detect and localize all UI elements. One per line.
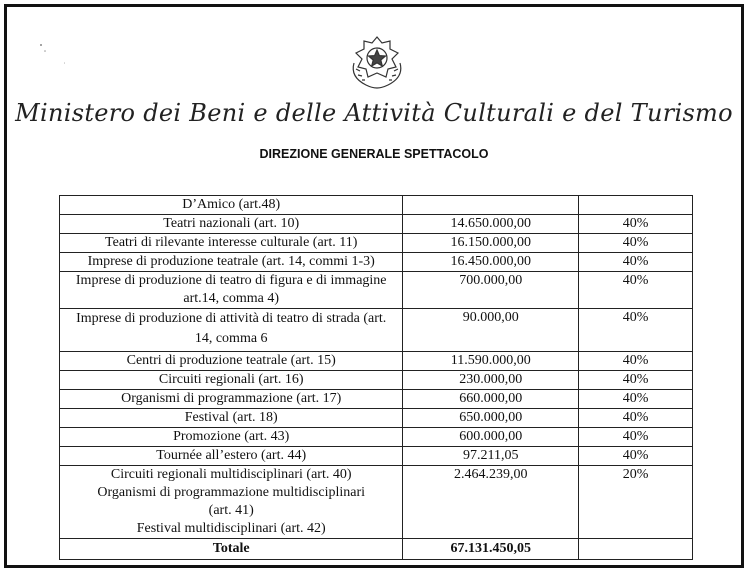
table-row-total [60, 539, 693, 560]
row-amount: 230.000,00 [403, 371, 579, 390]
row-label: Centri di produzione teatrale (art. 15) [60, 352, 403, 371]
table-row [60, 447, 693, 466]
row-percent: 40% [579, 234, 693, 253]
row-percent: 20% [579, 466, 693, 539]
table-row [60, 409, 693, 428]
row-amount: 11.590.000,00 [403, 352, 579, 371]
row-amount: 700.000,00 [403, 272, 579, 309]
row-amount: 90.000,00 [403, 309, 579, 352]
row-label: Imprese di produzione teatrale (art. 14, commi 1-3) [60, 253, 403, 272]
multi-line: (art. 41) [208, 503, 254, 518]
row-amount: 16.450.000,00 [403, 253, 579, 272]
row-percent: 40% [579, 272, 693, 309]
row-amount: 660.000,00 [403, 390, 579, 409]
row-percent: 40% [579, 309, 693, 352]
direction-title: DIREZIONE GENERALE SPETTACOLO [259, 147, 489, 161]
total-amount: 67.131.450,05 [403, 539, 579, 560]
row-amount: 97.211,05 [403, 447, 579, 466]
row-label: Circuiti regionali (art. 16) [60, 371, 403, 390]
row-percent: 40% [579, 447, 693, 466]
table-row [60, 272, 693, 309]
table-row [60, 352, 693, 371]
row-amount: 650.000,00 [403, 409, 579, 428]
table-row [60, 390, 693, 409]
row-label: Tournée all’estero (art. 44) [60, 447, 403, 466]
table-row [60, 196, 693, 215]
table-row [60, 371, 693, 390]
row-amount: 14.650.000,00 [403, 215, 579, 234]
row-label: D’Amico (art.48) [60, 196, 403, 215]
multi-line: Festival multidisciplinari (art. 42) [136, 521, 326, 536]
document-page [4, 4, 744, 568]
multi-labels [60, 466, 403, 539]
row-percent [579, 196, 693, 215]
total-percent [579, 539, 693, 560]
table-row [60, 428, 693, 447]
row-percent: 40% [579, 428, 693, 447]
row-label: Teatri di rilevante interesse culturale (art. 11) [60, 234, 403, 253]
row-label: Imprese di produzione di teatro di figura e di immagine art.14, comma 4) [60, 272, 403, 309]
row-percent: 40% [579, 253, 693, 272]
table-row [60, 215, 693, 234]
row-label: Teatri nazionali (art. 10) [60, 215, 403, 234]
multi-line: Organismi di programmazione multidisciplinari [97, 485, 366, 500]
row-amount: 600.000,00 [403, 428, 579, 447]
total-label: Totale [60, 539, 403, 560]
table-row-multidisciplinary [60, 466, 693, 539]
row-label: Promozione (art. 43) [60, 428, 403, 447]
budget-table [59, 195, 693, 560]
row-percent: 40% [579, 352, 693, 371]
table-row [60, 234, 693, 253]
row-percent: 40% [579, 371, 693, 390]
row-amount: 2.464.239,00 [403, 466, 579, 539]
row-label: Festival (art. 18) [60, 409, 403, 428]
italian-republic-emblem-icon [346, 33, 408, 91]
row-amount: 16.150.000,00 [403, 234, 579, 253]
scan-specks [35, 37, 65, 67]
row-label: Organismi di programmazione (art. 17) [60, 390, 403, 409]
ministry-name: Ministero dei Beni e delle Attività Culturali e del Turismo [15, 99, 733, 127]
row-percent: 40% [579, 409, 693, 428]
row-percent: 40% [579, 215, 693, 234]
row-percent: 40% [579, 390, 693, 409]
table-row [60, 253, 693, 272]
row-amount [403, 196, 579, 215]
table-row [60, 309, 693, 352]
row-label: Imprese di produzione di attività di teatro di strada (art. 14, comma 6 [60, 309, 403, 352]
multi-line: Circuiti regionali multidisciplinari (art. 40) [110, 467, 352, 482]
